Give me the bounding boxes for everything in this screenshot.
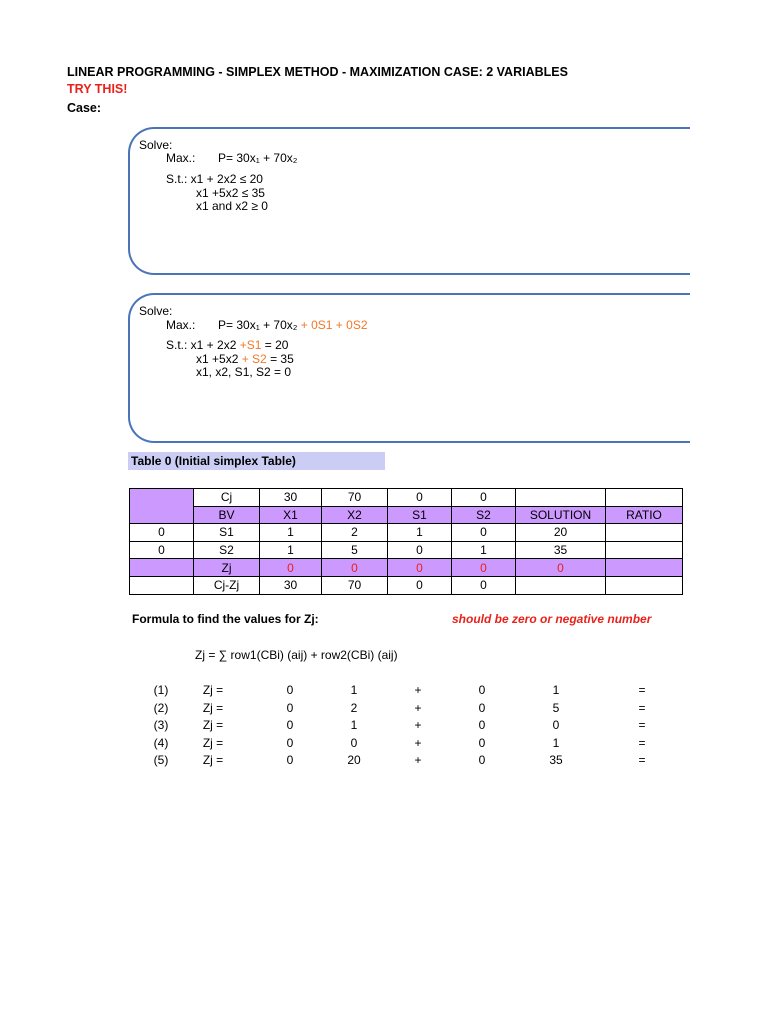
calc-cell: 0 [478, 718, 486, 732]
cell: 1 [260, 524, 322, 542]
calc-cell: 0 [478, 683, 486, 697]
cell: 5 [322, 541, 388, 559]
cell: 0 [322, 559, 388, 577]
zj-formula: Zj = ∑ row1(CBi) (aij) + row2(CBi) (aij) [195, 648, 398, 662]
table-row-s2 [130, 541, 683, 559]
calc-cell: 2 [350, 700, 358, 715]
calc-cell: (4) [153, 735, 169, 750]
table-row-zj [130, 559, 683, 577]
cell: Cj-Zj [194, 576, 260, 594]
calc-cell: 0 [478, 753, 486, 767]
note-text: should be zero or negative number [452, 612, 652, 626]
calc-cell: 0 [286, 700, 294, 715]
problem-box-original [128, 127, 690, 275]
calc-cell: 0 [286, 683, 294, 697]
calc-cell: 1 [350, 683, 358, 697]
calc-cell: 1 [552, 683, 560, 697]
calc-cell: 1 [552, 735, 560, 750]
calc-cell: Zj = [202, 700, 224, 715]
header-cell: RATIO [606, 506, 683, 524]
calc-cell: + [414, 753, 422, 767]
header-cell: BV [194, 506, 260, 524]
constraint-2-slack: + S2 [241, 352, 267, 366]
calc-cell: 1 [350, 718, 358, 732]
constraint-1-a: S.t.: x1 + 2x2 [166, 338, 240, 352]
page-title: LINEAR PROGRAMMING - SIMPLEX METHOD - MAXIMIZATION CASE: 2 VARIABLES [67, 65, 568, 79]
calc-cell: + [414, 718, 422, 732]
cell: 2 [322, 524, 388, 542]
cell: 0 [452, 489, 516, 507]
cell: 1 [388, 524, 452, 542]
calc-cell: + [414, 683, 422, 697]
cell: 20 [516, 524, 606, 542]
objective-slack: + 0S1 + 0S2 [297, 318, 368, 332]
table-row-cj-zj [130, 576, 683, 594]
solve-label: Solve: [139, 138, 173, 152]
calc-cell: 0 [478, 735, 486, 750]
cell: Zj [194, 559, 260, 577]
header-cell: X2 [322, 506, 388, 524]
max-label: Max.: [166, 151, 196, 165]
cell [606, 489, 683, 507]
constraint-3: x1, x2, S1, S2 = 0 [196, 365, 292, 379]
cell [606, 524, 683, 542]
calc-cell: = [638, 683, 646, 697]
objective-main: P= 30x₁ + 70x₂ [218, 318, 298, 332]
constraint-2 [196, 352, 294, 366]
calc-cell: (2) [153, 700, 169, 715]
calc-cell: 0 [350, 735, 358, 750]
cell: 70 [322, 576, 388, 594]
constraint-1: S.t.: x1 + 2x2 ≤ 20 [166, 172, 263, 186]
cell: 30 [260, 576, 322, 594]
header-cell: S2 [452, 506, 516, 524]
cell [516, 576, 606, 594]
cell [606, 576, 683, 594]
max-label: Max.: [166, 318, 196, 332]
calc-cell: 0 [286, 735, 294, 750]
cell [130, 559, 194, 577]
calc-cell: 5 [552, 700, 560, 715]
solve-label: Solve: [139, 304, 173, 318]
cell: 1 [260, 541, 322, 559]
calc-cell: = [638, 718, 646, 732]
cell [516, 489, 606, 507]
calc-cell: + [414, 700, 422, 715]
calc-cell: 35 [549, 753, 563, 767]
cell [606, 541, 683, 559]
try-this-label: TRY THIS! [67, 82, 128, 96]
cell [606, 559, 683, 577]
header-cell: SOLUTION [516, 506, 606, 524]
table-row-s1 [130, 524, 683, 542]
problem-box-standard-form [128, 293, 690, 443]
constraint-1 [166, 338, 288, 352]
cell: 0 [388, 489, 452, 507]
objective-function: P= 30x₁ + 70x₂ [218, 151, 298, 165]
cell [130, 489, 194, 524]
cell: 0 [516, 559, 606, 577]
constraint-3: x1 and x2 ≥ 0 [196, 199, 268, 213]
cell: 0 [388, 559, 452, 577]
cell: S2 [194, 541, 260, 559]
calc-cell: (3) [153, 718, 169, 732]
calc-cell: 0 [478, 700, 486, 715]
calc-cell: Zj = [202, 735, 224, 750]
calc-cell: 0 [552, 718, 560, 732]
cell: 30 [260, 489, 322, 507]
calc-cell: 20 [347, 753, 361, 767]
calc-cell: = [638, 735, 646, 750]
calc-cell: Zj = [202, 718, 224, 732]
calc-cell: = [638, 700, 646, 715]
cell: 0 [130, 541, 194, 559]
calc-cell: (1) [153, 683, 169, 697]
constraint-1-slack: +S1 [239, 338, 262, 352]
cell: 0 [388, 541, 452, 559]
constraint-2-b: = 35 [266, 352, 294, 366]
header-cell: X1 [260, 506, 322, 524]
constraint-2: x1 +5x2 ≤ 35 [196, 186, 265, 200]
cell: 35 [516, 541, 606, 559]
header-cell: S1 [388, 506, 452, 524]
table-row-header [130, 506, 683, 524]
cell: S1 [194, 524, 260, 542]
formula-label: Formula to find the values for Zj: [132, 612, 319, 626]
calc-cell: 0 [286, 718, 294, 732]
calc-cell: (5) [153, 753, 169, 767]
calc-cell: = [638, 753, 646, 767]
cell: 70 [322, 489, 388, 507]
cell: 0 [452, 576, 516, 594]
constraint-2-a: x1 +5x2 [196, 352, 242, 366]
calc-cell: Zj = [202, 753, 224, 767]
cell: 0 [452, 559, 516, 577]
simplex-table [129, 488, 683, 595]
cell [130, 576, 194, 594]
objective-function [218, 318, 368, 332]
cell: Cj [194, 489, 260, 507]
table-title: Table 0 (Initial simplex Table) [128, 452, 385, 470]
table-row-cj [130, 489, 683, 507]
calc-cell: + [414, 735, 422, 750]
cell: 1 [452, 541, 516, 559]
cell: 0 [452, 524, 516, 542]
cell: 0 [130, 524, 194, 542]
cell: 0 [388, 576, 452, 594]
case-label: Case: [67, 101, 102, 115]
calc-cell: 0 [286, 753, 294, 767]
cell: 0 [260, 559, 322, 577]
calc-cell: Zj = [202, 683, 224, 697]
constraint-1-b: = 20 [261, 338, 289, 352]
